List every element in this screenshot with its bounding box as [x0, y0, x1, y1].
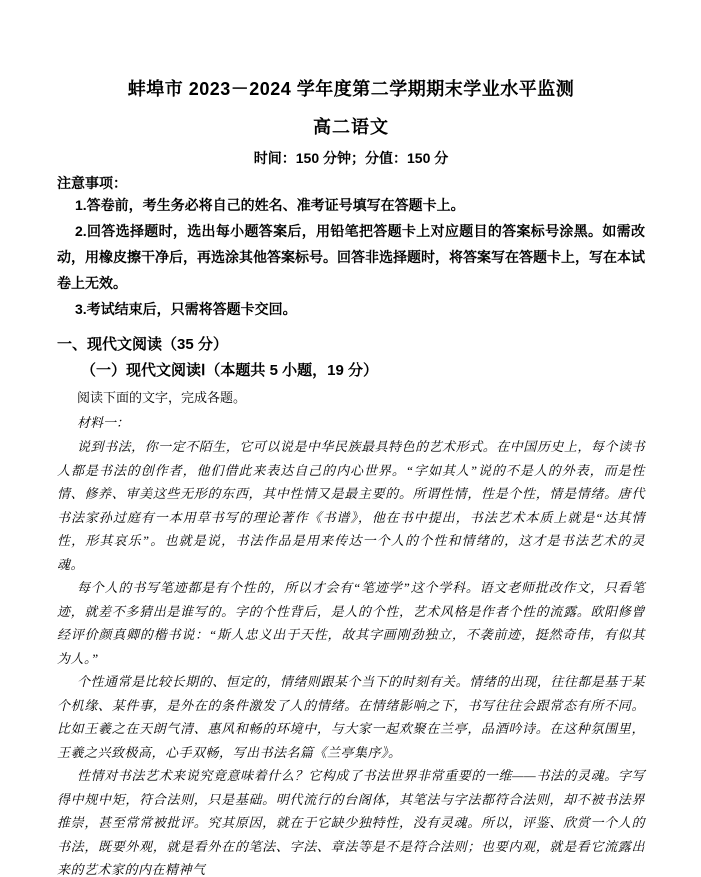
material-paragraph-1: 说到书法，你一定不陌生，它可以说是中华民族最具特色的艺术形式。在中国历史上，每个读书人都是书法的创作者，他们借此来表达自己的内心世界。“字如其人”说的不是人的外表，而是性情、修养、审美这些无形的东西，其中性情又是最主要的。所谓性情，性是个性，情是情绪。唐代书法家孙过庭有一本用草书写的理论著作《书谱》，他在书中提出，书法艺术本质上就是“达其情性，形其哀乐”。也就是说，书法作品是用来传达一个人的个性和情绪的，这才是书法艺术的灵魂。: [57, 439, 645, 572]
material-paragraph-3: 个性通常是比较长期的、恒定的，情绪则跟某个当下的时刻有关。情绪的出现，往往都是基于某个机缘、某件事，是外在的条件激发了人的情绪。在情绪影响之下，书写往往会跟常态有所不同。比如王羲之在天朗气清、惠风和畅的环境中，与大家一起欢聚在兰亭，品酒吟诗。在这种氛围里，王羲之兴致极高，心手双畅，写出书法名篇《兰亭集序》。: [57, 674, 645, 760]
notice-item-3: 3.考试结束后，只需将答题卡交回。: [75, 301, 297, 317]
notice-item-2: 2.回答选择题时，选出每小题答案后，用铅笔把答题卡上对应题目的答案标号涂黑。如需改动，用橡皮擦干净后，再选涂其他答案标号。回答非选择题时，将答案写在答题卡上，写在本试卷上无效。: [57, 223, 645, 291]
material-one-label: 材料一：: [77, 415, 130, 430]
exam-subject-title: 高二语文: [313, 117, 389, 137]
exam-title: 蚌埠市 2023－2024 学年度第二学期期末学业水平监测: [127, 79, 575, 99]
section-heading-modern-reading: 一、现代文阅读（35 分）: [57, 336, 228, 353]
notice-item-1: 1.答卷前，考生务必将自己的姓名、准考证号填写在答题卡上。: [75, 197, 465, 213]
subsection-heading-reading-1: （一）现代文阅读Ⅰ（本题共 5 小题，19 分）: [81, 362, 378, 379]
exam-time-score-meta: 时间：150 分钟；分值：150 分: [253, 150, 449, 166]
material-paragraph-4: 性情对书法艺术来说究竟意味着什么？它构成了书法世界非常重要的一维——书法的灵魂。字写得中规中矩，符合法则，只是基础。明代流行的台阁体，其笔法与字法都符合法则，却不被书法界推崇，甚至常常被批评。究其原因，就在于它缺少独特性，没有灵魂。所以，评鉴、欣赏一个人的书法，既要外观，就是看外在的笔法、字法、章法等是不是符合法则；也要内观，就是看它流露出来的艺术家的内在精神气: [57, 768, 645, 877]
material-paragraph-2: 每个人的书写笔迹都是有个性的，所以才会有“笔迹学”这个学科。语文老师批改作文，只看笔迹，就差不多猜出是谁写的。字的个性背后，是人的个性，艺术风格是作者个性的流露。欧阳修曾经评价颜真卿的楷书说：“斯人忠义出于天性，故其字画刚劲独立，不袭前迹，挺然奇伟，有似其为人。”: [57, 580, 645, 666]
reading-instruction: 阅读下面的文字，完成各题。: [77, 390, 247, 405]
notice-heading: 注意事项：: [57, 175, 127, 191]
